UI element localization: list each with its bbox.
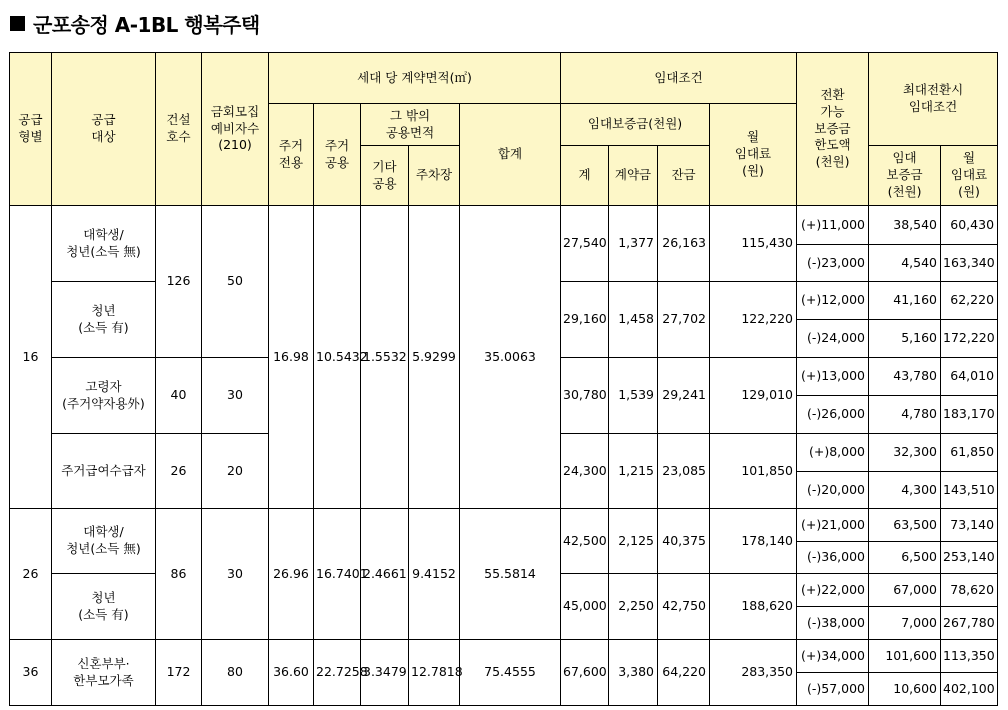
max-monthly-cell: 61,850 [941, 434, 998, 472]
max-monthly-cell: 172,220 [941, 320, 998, 358]
deposit-cell: 29,160 [561, 282, 609, 358]
max-deposit-cell: 41,160 [869, 282, 941, 320]
balance-cell: 27,702 [658, 282, 710, 358]
convert-limit-cell: (+)13,000 [797, 358, 869, 396]
table-row [10, 509, 998, 542]
header-max-deposit: 임대 보증금 (천원) [869, 146, 941, 206]
max-monthly-cell: 78,620 [941, 574, 998, 607]
max-monthly-cell: 183,170 [941, 396, 998, 434]
header-total: 합계 [460, 104, 561, 206]
header-convert-limit: 전환 가능 보증금 한도액 (천원) [797, 53, 869, 206]
other-common-cell: 2.4661 [361, 509, 409, 640]
header-max-group: 최대전환시 임대조건 [869, 53, 998, 146]
convert-limit-cell: (-)23,000 [797, 245, 869, 282]
convert-limit-cell: (+)8,000 [797, 434, 869, 472]
balance-cell: 29,241 [658, 358, 710, 434]
reserve-cell: 20 [202, 434, 269, 509]
target-cell: 주거급여수급자 [52, 434, 156, 509]
max-deposit-cell: 6,500 [869, 542, 941, 574]
header-lease-group: 임대조건 [561, 53, 797, 104]
target-cell: 신혼부부· 한부모가족 [52, 640, 156, 706]
convert-limit-cell: (-)38,000 [797, 607, 869, 640]
max-monthly-cell: 267,780 [941, 607, 998, 640]
target-cell: 청년 (소득 有) [52, 574, 156, 640]
max-deposit-cell: 32,300 [869, 434, 941, 472]
balance-cell: 26,163 [658, 206, 710, 282]
contract-cell: 2,250 [609, 574, 658, 640]
monthly-cell: 129,010 [710, 358, 797, 434]
exclusive-cell: 26.96 [269, 509, 314, 640]
target-cell: 대학생/ 청년(소득 無) [52, 206, 156, 282]
target-cell: 대학생/ 청년(소득 無) [52, 509, 156, 574]
header-supply-target: 공급 대상 [52, 53, 156, 206]
balance-cell: 42,750 [658, 574, 710, 640]
type-26-cell: 26 [10, 509, 52, 640]
max-deposit-cell: 101,600 [869, 640, 941, 673]
deposit-cell: 67,600 [561, 640, 609, 706]
other-common-cell: 1.5532 [361, 206, 409, 509]
units-cell: 86 [156, 509, 202, 640]
convert-limit-cell: (+)34,000 [797, 640, 869, 673]
header-other-common: 기타 공용 [361, 146, 409, 206]
balance-cell: 40,375 [658, 509, 710, 574]
convert-limit-cell: (-)24,000 [797, 320, 869, 358]
convert-limit-cell: (-)26,000 [797, 396, 869, 434]
max-deposit-cell: 4,540 [869, 245, 941, 282]
common-cell: 10.5432 [314, 206, 361, 509]
max-monthly-cell: 253,140 [941, 542, 998, 574]
monthly-cell: 178,140 [710, 509, 797, 574]
monthly-cell: 188,620 [710, 574, 797, 640]
contract-cell: 2,125 [609, 509, 658, 574]
parking-cell: 5.9299 [409, 206, 460, 509]
max-deposit-cell: 4,780 [869, 396, 941, 434]
deposit-cell: 45,000 [561, 574, 609, 640]
table-row [10, 206, 998, 245]
convert-limit-cell: (-)57,000 [797, 673, 869, 706]
units-cell: 40 [156, 358, 202, 434]
deposit-cell: 42,500 [561, 509, 609, 574]
max-deposit-cell: 67,000 [869, 574, 941, 607]
reserve-cell: 30 [202, 509, 269, 640]
common-cell: 16.7401 [314, 509, 361, 640]
header-max-monthly: 월 임대료 (원) [941, 146, 998, 206]
max-monthly-cell: 163,340 [941, 245, 998, 282]
other-common-cell: 3.3479 [361, 640, 409, 706]
reserve-cell: 80 [202, 640, 269, 706]
header-supply-type: 공급 형별 [10, 53, 52, 206]
max-deposit-cell: 4,300 [869, 472, 941, 509]
reserve-cell: 50 [202, 206, 269, 358]
convert-limit-cell: (+)22,000 [797, 574, 869, 607]
header-exclusive: 주거 전용 [269, 104, 314, 206]
units-cell: 26 [156, 434, 202, 509]
target-cell: 고령자 (주거약자용外) [52, 358, 156, 434]
contract-cell: 1,539 [609, 358, 658, 434]
deposit-cell: 24,300 [561, 434, 609, 509]
type-16-cell: 16 [10, 206, 52, 509]
header-deposit-total: 계 [561, 146, 609, 206]
header-monthly: 월 임대료 (원) [710, 104, 797, 206]
table-row [10, 640, 998, 673]
max-deposit-cell: 63,500 [869, 509, 941, 542]
header-common: 주거 공용 [314, 104, 361, 206]
monthly-cell: 122,220 [710, 282, 797, 358]
header-other-group: 그 밖의 공용면적 [361, 104, 460, 146]
header-units: 건설 호수 [156, 53, 202, 206]
max-deposit-cell: 5,160 [869, 320, 941, 358]
max-deposit-cell: 7,000 [869, 607, 941, 640]
max-monthly-cell: 62,220 [941, 282, 998, 320]
rental-table [9, 52, 998, 706]
exclusive-cell: 16.98 [269, 206, 314, 509]
convert-limit-cell: (+)12,000 [797, 282, 869, 320]
square-bullet-icon [10, 16, 25, 31]
header-contract: 계약금 [609, 146, 658, 206]
max-monthly-cell: 402,100 [941, 673, 998, 706]
contract-cell: 3,380 [609, 640, 658, 706]
convert-limit-cell: (-)20,000 [797, 472, 869, 509]
header-balance: 잔금 [658, 146, 710, 206]
deposit-cell: 30,780 [561, 358, 609, 434]
header-parking: 주차장 [409, 146, 460, 206]
max-monthly-cell: 113,350 [941, 640, 998, 673]
contract-cell: 1,215 [609, 434, 658, 509]
max-deposit-cell: 38,540 [869, 206, 941, 245]
monthly-cell: 283,350 [710, 640, 797, 706]
monthly-cell: 115,430 [710, 206, 797, 282]
header-area-group: 세대 당 계약면적(㎡) [269, 53, 561, 104]
convert-limit-cell: (+)21,000 [797, 509, 869, 542]
target-cell: 청년 (소득 有) [52, 282, 156, 358]
max-deposit-cell: 10,600 [869, 673, 941, 706]
common-cell: 22.7258 [314, 640, 361, 706]
units-cell: 172 [156, 640, 202, 706]
monthly-cell: 101,850 [710, 434, 797, 509]
max-monthly-cell: 60,430 [941, 206, 998, 245]
balance-cell: 64,220 [658, 640, 710, 706]
header-deposit-group: 임대보증금(천원) [561, 104, 710, 146]
reserve-cell: 30 [202, 358, 269, 434]
balance-cell: 23,085 [658, 434, 710, 509]
header-reserve: 금회모집 예비자수 (210) [202, 53, 269, 206]
page-title [10, 8, 260, 38]
max-monthly-cell: 73,140 [941, 509, 998, 542]
max-deposit-cell: 43,780 [869, 358, 941, 396]
convert-limit-cell: (-)36,000 [797, 542, 869, 574]
exclusive-cell: 36.60 [269, 640, 314, 706]
page-title-text: 군포송정 A-1BL 행복주택 [33, 12, 260, 37]
units-cell: 126 [156, 206, 202, 358]
convert-limit-cell: (+)11,000 [797, 206, 869, 245]
total-area-cell: 35.0063 [460, 206, 561, 509]
deposit-cell: 27,540 [561, 206, 609, 282]
parking-cell: 12.7818 [409, 640, 460, 706]
table-header [10, 53, 998, 206]
max-monthly-cell: 143,510 [941, 472, 998, 509]
parking-cell: 9.4152 [409, 509, 460, 640]
contract-cell: 1,458 [609, 282, 658, 358]
total-area-cell: 75.4555 [460, 640, 561, 706]
type-36-cell: 36 [10, 640, 52, 706]
contract-cell: 1,377 [609, 206, 658, 282]
total-area-cell: 55.5814 [460, 509, 561, 640]
max-monthly-cell: 64,010 [941, 358, 998, 396]
